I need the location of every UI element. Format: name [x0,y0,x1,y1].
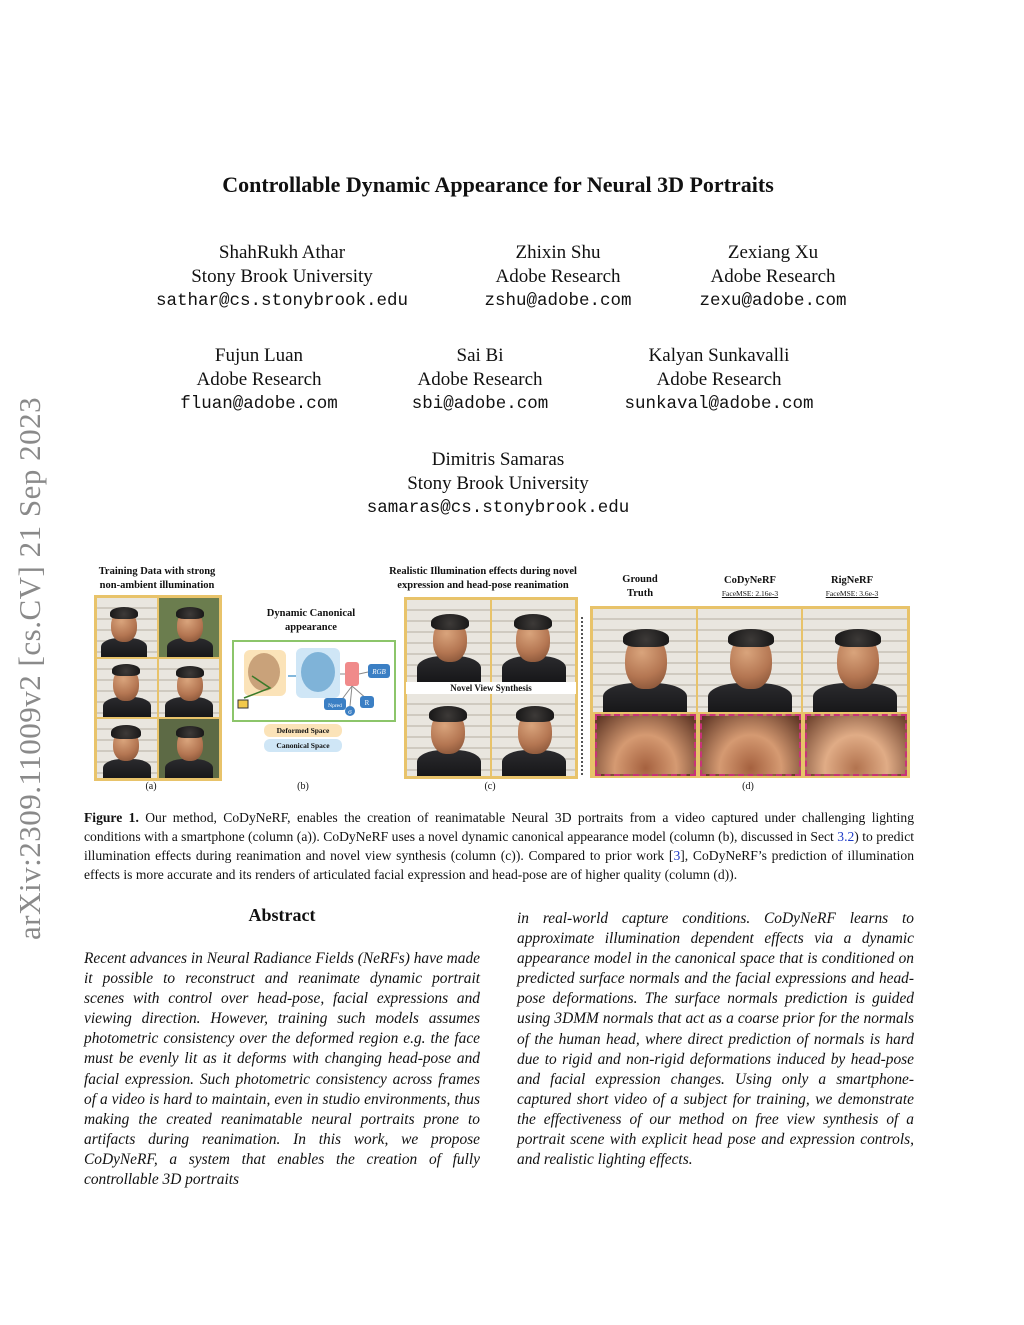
author-email[interactable]: zshu@adobe.com [484,291,632,311]
author-name: ShahRukh Athar [218,242,346,263]
ground-truth-render [593,609,696,712]
figure-separator [581,617,583,775]
caption-label: Figure 1. [84,810,139,825]
reanimation-grid [404,597,578,779]
codynerf-crop [700,714,801,776]
training-data-grid [94,595,222,781]
author-affiliation: Stony Brook University [407,473,589,494]
author-email[interactable]: samaras@cs.stonybrook.edu [366,498,630,518]
codynerf-header: CoDyNeRF FaceMSE: 2.16e-3 [708,574,792,600]
codynerf-facemse: FaceMSE: 2.16e-3 [721,589,779,598]
reanimation-frame [407,694,490,776]
author-name: Dimitris Samaras [431,449,565,470]
abstract-right-column: in real-world capture conditions. CoDyNeRF learns to approximate illumination dependent effects via a dynamic appearance model in the canonical space that is conditioned on predicted surface normals and the facial expressions and head-pose deformations. The surface normals prediction is guided using 3DMM normals that act as a coarse prior for the normals of the human head, where direct prediction of normals is hard due to rigid and non-rigid deformations induced by head-pose and facial expression changes. Using only a smartphone-captured short video of a subject for training, we demonstrate the effectiveness of our method on free view synthesis of a portrait scene with explicit head pose and expression controls, and realistic lighting effects. [517,910,914,1169]
ground-truth-crop [595,714,696,776]
paper-title: Controllable Dynamic Appearance for Neural 3D Portraits [222,172,774,197]
author-affiliation: Stony Brook University [191,266,373,287]
author-block [613,241,933,313]
author-email[interactable]: sathar@cs.stonybrook.edu [155,291,409,311]
abstract-left-column: Recent advances in Neural Radiance Fields (NeRFs) have made it possible to reconstruct and reanimate dynamic portrait scenes with control over head-pose, facial expressions and viewing direction. However, training such models assumes photometric consistency over the deformed region e.g. the face must be evenly lit as it deforms with changing head-pose and facial expression. Such photometric consistency across frames of a video is hard to maintain, even in studio environments, thus making the created reanimatable neural portraits prone to artifacts during reanimation. In this work, we propose CoDyNeRF, a system that enables the creation of fully controllable 3D portraits [84,950,480,1189]
training-frame [159,659,219,717]
rignerf-facemse: FaceMSE: 3.6e-3 [825,589,879,598]
sigma-node: σ [348,708,352,716]
canonical-appearance-diagram [232,640,396,722]
figure-b-title: Dynamic Canonical appearance [266,608,356,633]
canonical-space-legend: Canonical Space [264,739,342,752]
subfigure-label-a: (a) [145,781,157,792]
arxiv-stamp: arXiv:2309.11009v2 [cs.CV] 21 Sep 2023 [12,396,47,940]
section-ref-link[interactable]: 3.2 [837,829,855,844]
training-frame [97,719,157,778]
deformed-space-legend: Deformed Space [264,724,342,737]
subfigure-label-c: (c) [484,781,496,792]
author-affiliation: Adobe Research [495,266,621,287]
author-name: Fujun Luan [214,345,304,366]
figure-a-title: Training Data with strong non-ambient illumination [98,566,216,591]
author-email[interactable]: sbi@adobe.com [411,394,549,414]
author-affiliation: Adobe Research [417,369,543,390]
rgb-node: RGB [372,668,386,676]
training-frame [159,719,219,778]
reanimation-frame [407,600,490,682]
author-block [559,344,879,416]
author-email[interactable]: sunkaval@adobe.com [624,394,814,414]
rignerf-crop [805,714,907,776]
comparison-grid [590,606,910,778]
training-frame [97,659,157,717]
rignerf-header: RigNeRF FaceMSE: 3.6e-3 [810,574,894,600]
normal-pred-node: Npred [328,703,342,709]
author-name: Kalyan Sunkavalli [648,345,790,366]
ground-truth-header: Ground Truth [622,574,658,599]
reanimation-frame [492,694,575,776]
novel-view-banner: Novel View Synthesis [406,682,576,694]
author-affiliation: Adobe Research [710,266,836,287]
citation-link[interactable]: 3 [673,848,681,863]
abstract-heading: Abstract [248,905,316,925]
author-affiliation: Adobe Research [196,369,322,390]
author-affiliation: Adobe Research [656,369,782,390]
author-name: Sai Bi [456,345,504,366]
subfigure-label-d: (d) [742,781,754,792]
author-name: Zexiang Xu [727,242,819,263]
codynerf-render [698,609,801,712]
figure-c-title: Realistic Illumination effects during novel expression and head-pose reanimation [389,566,577,591]
training-frame [159,598,219,657]
author-block [338,448,658,520]
author-name: Zhixin Shu [515,242,601,263]
author-block [122,241,442,313]
rignerf-render [803,609,907,712]
author-email[interactable]: zexu@adobe.com [699,291,847,311]
reanimation-frame [492,600,575,682]
training-frame [97,598,157,657]
author-email[interactable]: fluan@adobe.com [180,394,338,414]
figure-caption: Figure 1. Our method, CoDyNeRF, enables the creation of reanimatable Neural 3D portraits from a video captured under challenging lighting conditions with a smartphone (column (a)). CoDyNeRF uses a novel dynamic canonical appearance model (column (b), discussed in Sect 3.2) to predict illumination effects during reanimation and novel view synthesis (column (c)). Compared to prior work [3], CoDyNeRF’s prediction of illumination effects is more accurate and its renders of articulated facial expression and head-pose are of higher quality (column (d)). [84,810,914,882]
subfigure-label-b: (b) [297,781,309,792]
r-node: R [364,699,370,707]
